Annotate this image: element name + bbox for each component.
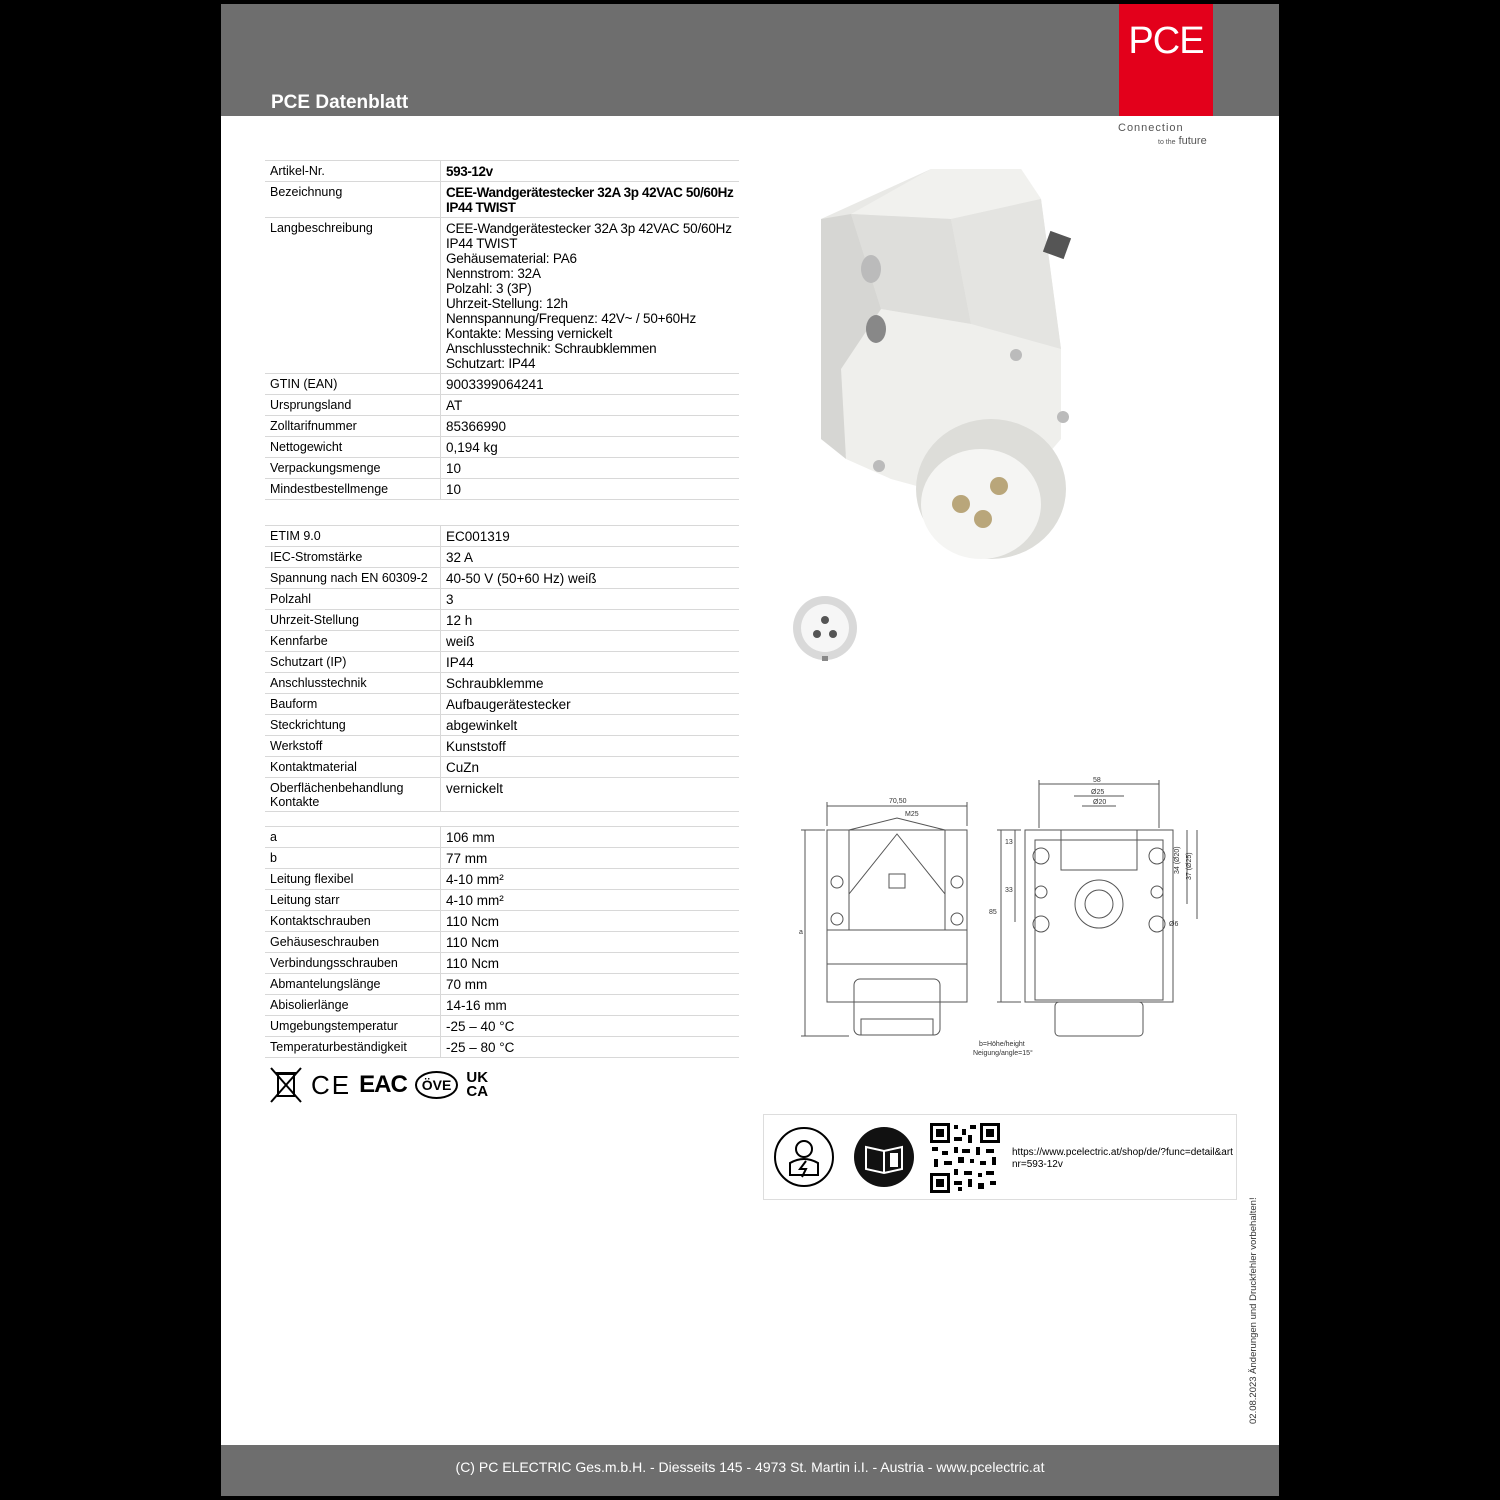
technical-drawing xyxy=(799,774,1209,1064)
datasheet-page xyxy=(221,4,1279,1496)
table-row: ETIM 9.0 EC001319 xyxy=(265,526,739,547)
table-row: Schutzart (IP) IP44 xyxy=(265,652,739,673)
table-row: Temperaturbeständigkeit -25 – 80 °C xyxy=(265,1037,739,1058)
side-note: 02.08.2023 Änderungen und Druckfehler vorbehalten! xyxy=(1248,1197,1259,1424)
table-row: Langbeschreibung CEE-Wandgerätestecker 32A 3p 42VAC 50/60Hz IP44 TWIST Gehäusematerial: PA6 Nennstrom: 32A Polzahl: 3 (3P) Uhrzeit-Stellung: 12h Nennspannung/Frequenz: 42V~ / 50+60Hz Kontakte: Messing vernickelt Anschlusstechnik: Schraubklemmen Schutzart: IP44 xyxy=(265,218,739,374)
svg-text:a: a xyxy=(799,929,803,936)
pce-logo xyxy=(1119,4,1213,116)
svg-text:Ø25: Ø25 xyxy=(1091,789,1105,796)
page-title: PCE Datenblatt xyxy=(271,92,409,113)
table-row: Verbindungsschrauben 110 Ncm xyxy=(265,953,739,974)
ukca-mark: UK CA xyxy=(466,1069,489,1100)
weee-bin-icon xyxy=(269,1066,303,1104)
table-row: IEC-Stromstärke 32 A xyxy=(265,547,739,568)
ce-mark: CE xyxy=(311,1069,352,1100)
logo-text: PCE xyxy=(1128,20,1204,62)
svg-text:M25: M25 xyxy=(905,811,919,818)
svg-text:58: 58 xyxy=(1093,777,1101,784)
footer: (C) PC ELECTRIC Ges.m.b.H. - Diesseits 145 - 4973 St. Martin i.I. - Austria - www.pcelectric.at xyxy=(221,1445,1279,1496)
info-box xyxy=(763,1114,1237,1200)
electrician-icon xyxy=(774,1127,834,1187)
svg-text:Neigung/angle=15°: Neigung/angle=15° xyxy=(973,1050,1033,1057)
svg-text:b=Höhe/height: b=Höhe/height xyxy=(979,1041,1025,1048)
table-row: Umgebungstemperatur -25 – 40 °C xyxy=(265,1016,739,1037)
header-bar xyxy=(221,4,1279,116)
table-row: Anschlusstechnik Schraubklemme xyxy=(265,673,739,694)
table-row: Leitung flexibel 4-10 mm² xyxy=(265,869,739,890)
table-row: Spannung nach EN 60309-2 40-50 V (50+60 Hz) weiß xyxy=(265,568,739,589)
product-url-link[interactable]: https://www.pcelectric.at/shop/de/?func=detail&artnr=593-12v xyxy=(1012,1147,1233,1170)
table-row: Werkstoff Kunststoff xyxy=(265,736,739,757)
certification-marks xyxy=(269,1066,488,1104)
table-row: Oberflächenbehandlung Kontakte vernickelt xyxy=(265,778,739,812)
table-row: Abmantelungslänge 70 mm xyxy=(265,974,739,995)
slogan-line1: Connection xyxy=(1118,122,1184,134)
svg-text:Ø6: Ø6 xyxy=(1169,921,1179,928)
qr-code[interactable] xyxy=(930,1123,1000,1193)
table-row: Kontaktschrauben 110 Ncm xyxy=(265,911,739,932)
front-view-image xyxy=(791,594,859,662)
table-row: a 106 mm xyxy=(265,827,739,848)
table-row: Kennfarbe weiß xyxy=(265,631,739,652)
table-row: Kontaktmaterial CuZn xyxy=(265,757,739,778)
slogan-line2: to the future xyxy=(1158,135,1207,147)
ove-mark: ÖVE xyxy=(415,1071,459,1099)
table-row: Bezeichnung CEE-Wandgerätestecker 32A 3p 42VAC 50/60Hz IP44 TWIST xyxy=(265,182,739,218)
table-row: Uhrzeit-Stellung 12 h xyxy=(265,610,739,631)
svg-text:Ø20: Ø20 xyxy=(1093,799,1107,806)
table-row: Nettogewicht 0,194 kg xyxy=(265,437,739,458)
svg-text:33: 33 xyxy=(1005,887,1013,894)
svg-text:70,50: 70,50 xyxy=(889,798,907,805)
etim-table xyxy=(265,525,739,812)
dimensions-table xyxy=(265,826,739,1058)
table-row: Verpackungsmenge 10 xyxy=(265,458,739,479)
table-row: Zolltarifnummer 85366990 xyxy=(265,416,739,437)
table-row: Bauform Aufbaugerätestecker xyxy=(265,694,739,715)
eac-mark: EAC xyxy=(359,1071,407,1098)
table-row: Ursprungsland AT xyxy=(265,395,739,416)
svg-text:85: 85 xyxy=(989,909,997,916)
table-row: Artikel-Nr. 593-12v xyxy=(265,161,739,182)
svg-text:37 (Ø25): 37 (Ø25) xyxy=(1186,852,1193,880)
table-row: Mindestbestellmenge 10 xyxy=(265,479,739,500)
table-row: Steckrichtung abgewinkelt xyxy=(265,715,739,736)
table-row: Gehäuseschrauben 110 Ncm xyxy=(265,932,739,953)
svg-text:34 (Ø20): 34 (Ø20) xyxy=(1174,846,1181,874)
table-row: b 77 mm xyxy=(265,848,739,869)
table-row: Polzahl 3 xyxy=(265,589,739,610)
article-table xyxy=(265,160,739,500)
manual-info-icon xyxy=(854,1127,914,1187)
svg-text:13: 13 xyxy=(1005,839,1013,846)
product-image xyxy=(811,159,1191,569)
table-row: Leitung starr 4-10 mm² xyxy=(265,890,739,911)
table-row: GTIN (EAN) 9003399064241 xyxy=(265,374,739,395)
table-row: Abisolierlänge 14-16 mm xyxy=(265,995,739,1016)
